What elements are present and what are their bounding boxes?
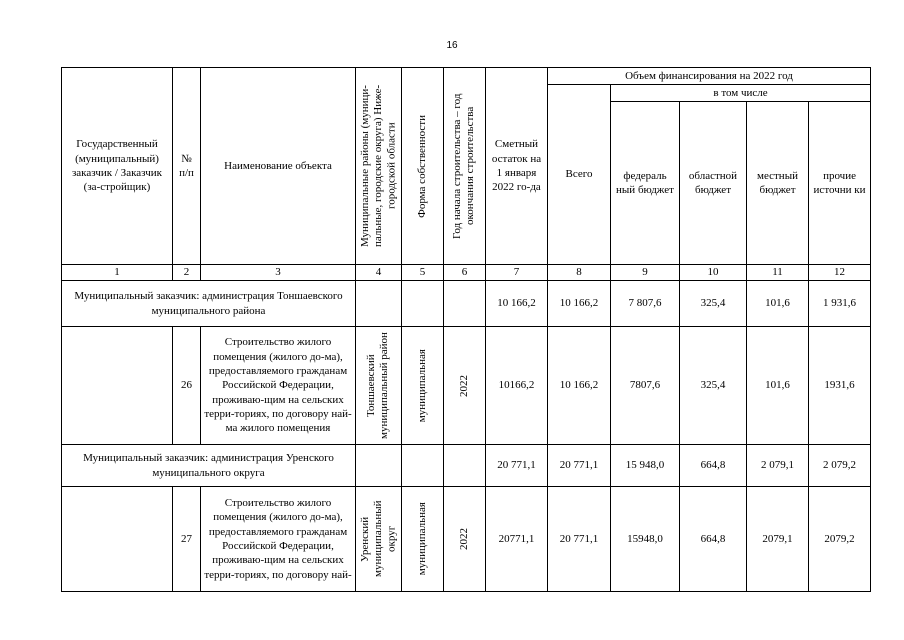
col-index: 8 xyxy=(548,265,611,281)
col-index: 6 xyxy=(444,265,486,281)
header-years-cell xyxy=(444,68,486,265)
group-customer: Муниципальный заказчик: администрация Тоншаевского муниципального района xyxy=(62,281,356,327)
item-regional: 325,4 xyxy=(680,327,747,445)
table-row-item xyxy=(62,327,871,445)
item-object-cell xyxy=(201,487,356,592)
item-year-cell xyxy=(444,327,486,445)
col-index: 3 xyxy=(201,265,356,281)
header-customer: Государственный (муниципальный) заказчик / Заказчик (за-стройщик) xyxy=(62,68,173,265)
item-year: 2022 xyxy=(457,528,470,550)
group-local: 2 079,1 xyxy=(747,445,809,487)
item-ownership-cell xyxy=(402,487,444,592)
group-balance: 20 771,1 xyxy=(486,445,548,487)
item-num: 27 xyxy=(173,487,201,592)
column-index-row xyxy=(62,265,871,281)
item-ownership: муниципальная xyxy=(415,502,428,576)
item-year: 2022 xyxy=(457,374,470,397)
col-index: 5 xyxy=(402,265,444,281)
page-number: 16 xyxy=(446,40,458,51)
group-balance: 10 166,2 xyxy=(486,281,548,327)
group-regional: 325,4 xyxy=(680,281,747,327)
group-other: 1 931,6 xyxy=(809,281,871,327)
item-balance: 10166,2 xyxy=(486,327,548,445)
group-empty-cell xyxy=(402,445,444,487)
item-ownership: муниципальная xyxy=(415,348,428,423)
header-ownership-cell xyxy=(402,68,444,265)
item-district: Тоншаевский муниципальный район xyxy=(365,332,391,439)
item-other: 1931,6 xyxy=(809,327,871,445)
item-year-cell xyxy=(444,487,486,592)
header-object-name: Наименование объекта xyxy=(201,68,356,265)
header-federal: федераль ный бюджет xyxy=(611,102,680,265)
header-total: Всего xyxy=(548,85,611,265)
item-empty-customer xyxy=(62,327,173,445)
header-districts: Муниципальные районы (муници-пальные, городские округа) Ниже-городской области xyxy=(359,84,398,248)
funding-table xyxy=(61,67,871,592)
header-other: прочие источни ки xyxy=(809,102,871,265)
col-index: 11 xyxy=(747,265,809,281)
col-index: 4 xyxy=(356,265,402,281)
group-empty-cell xyxy=(402,281,444,327)
header-row-1 xyxy=(62,68,871,85)
header-funding-title: Объем финансирования на 2022 год xyxy=(548,68,871,85)
item-total: 20 771,1 xyxy=(548,487,611,592)
header-local: местный бюджет xyxy=(747,102,809,265)
header-balance: Сметный остаток на 1 января 2022 го-да xyxy=(486,68,548,265)
group-federal: 7 807,6 xyxy=(611,281,680,327)
header-ownership: Форма собственности xyxy=(415,114,428,218)
group-empty-cell xyxy=(444,281,486,327)
col-index: 2 xyxy=(173,265,201,281)
item-local: 2079,1 xyxy=(747,487,809,592)
table-row-item xyxy=(62,487,871,592)
item-balance: 20771,1 xyxy=(486,487,548,592)
group-empty-cell xyxy=(356,445,402,487)
group-regional: 664,8 xyxy=(680,445,747,487)
group-federal: 15 948,0 xyxy=(611,445,680,487)
table-row-group xyxy=(62,445,871,487)
item-total: 10 166,2 xyxy=(548,327,611,445)
item-empty-customer xyxy=(62,487,173,592)
item-num: 26 xyxy=(173,327,201,445)
col-index: 12 xyxy=(809,265,871,281)
col-index: 7 xyxy=(486,265,548,281)
group-empty-cell xyxy=(444,445,486,487)
group-local: 101,6 xyxy=(747,281,809,327)
item-object: Строительство жилого помещения (жилого до-ма), предоставляемого гражданам Российской Федерации, проживаю-щим на сельских терри-ториях, по договору най- xyxy=(204,497,352,581)
col-index: 1 xyxy=(62,265,173,281)
item-other: 2079,2 xyxy=(809,487,871,592)
group-other: 2 079,2 xyxy=(809,445,871,487)
header-years: Год начала строительства – год окончания строительства xyxy=(451,93,477,239)
col-index: 9 xyxy=(611,265,680,281)
item-ownership-cell xyxy=(402,327,444,445)
item-district-cell xyxy=(356,487,402,592)
header-including: в том числе xyxy=(611,85,871,102)
header-num: № п/п xyxy=(173,68,201,265)
header-regional: областной бюджет xyxy=(680,102,747,265)
item-regional: 664,8 xyxy=(680,487,747,592)
header-districts-cell xyxy=(356,68,402,265)
col-index: 10 xyxy=(680,265,747,281)
group-total: 10 166,2 xyxy=(548,281,611,327)
group-empty-cell xyxy=(356,281,402,327)
group-customer: Муниципальный заказчик: администрация Уренского муниципального округа xyxy=(62,445,356,487)
group-total: 20 771,1 xyxy=(548,445,611,487)
item-federal: 7807,6 xyxy=(611,327,680,445)
item-federal: 15948,0 xyxy=(611,487,680,592)
item-district-cell xyxy=(356,327,402,445)
table-row-group xyxy=(62,281,871,327)
item-object: Строительство жилого помещения (жилого до-ма), предоставляемого гражданам Российской Федерации, проживаю-щим на сельских терри-ториях, по договору най-ма жилого помещения xyxy=(201,327,356,445)
item-district: Уренский муниципальный округ xyxy=(359,500,398,578)
item-local: 101,6 xyxy=(747,327,809,445)
